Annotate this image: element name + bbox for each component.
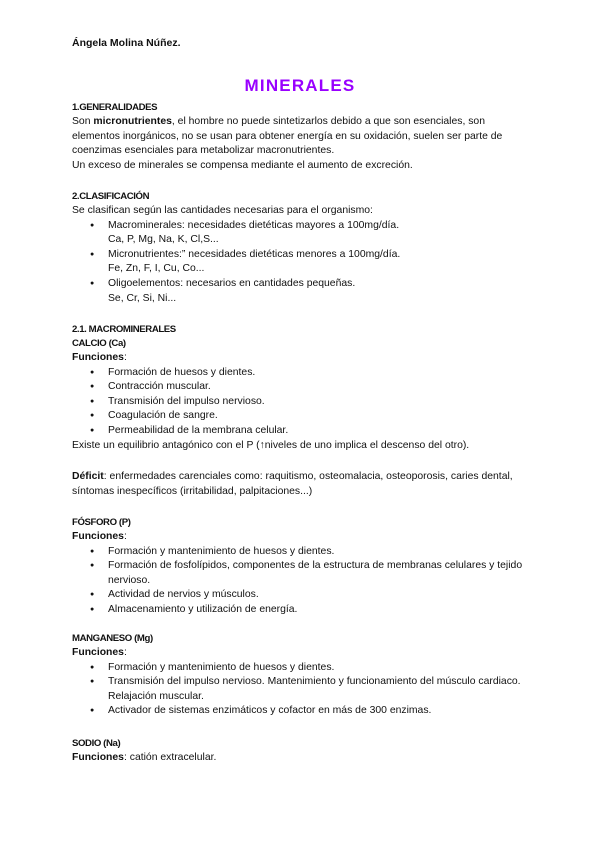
page-title: MINERALES bbox=[244, 76, 356, 95]
item-examples: Ca, P, Mg, Na, K, Cl,S... bbox=[108, 234, 219, 246]
item-text: ● Macrominerales: necesidades dietéticas mayores a 100mg/día. bbox=[108, 219, 400, 231]
list-item bbox=[108, 219, 532, 248]
list-item: ● Permeabilidad de la membrana celular. bbox=[108, 424, 532, 439]
item-text: ● Oligoelementos: necesarios en cantidades pequeñas. bbox=[108, 277, 356, 289]
funciones-label: Funciones: bbox=[72, 531, 127, 542]
list-item bbox=[108, 248, 532, 277]
deficit-label: Déficit bbox=[72, 471, 104, 482]
list-item: ● Formación de fosfolípidos, componentes de la estructura de membranas celulares y tejido nervioso. bbox=[108, 559, 532, 588]
list-item: ● Formación y mantenimiento de huesos y dientes. bbox=[108, 545, 532, 560]
funciones-label: Funciones: bbox=[72, 647, 127, 658]
funciones-label: Funciones: bbox=[72, 352, 127, 363]
classification-list bbox=[72, 219, 532, 307]
list-item: ● Activador de sistemas enzimáticos y cofactor en más de 300 enzimas. bbox=[108, 704, 532, 719]
section-heading: 2.CLASIFICACIÓN bbox=[72, 191, 150, 202]
calcio-deficit bbox=[72, 470, 532, 499]
item-examples: Fe, Zn, F, I, Cu, Co... bbox=[108, 263, 205, 275]
section-sodio bbox=[72, 737, 532, 766]
section-heading: 1.GENERALIDADES bbox=[72, 102, 158, 113]
label-text: Funciones bbox=[72, 752, 124, 763]
fosforo-functions-list bbox=[72, 545, 532, 618]
paragraph bbox=[72, 751, 532, 766]
text-run: , el hombre no puede sintetizarlos debido a que son esenciales, son elementos inorgánicos, no se usan para obtener energía en su oxidación, suelen ser parte de coenzimas esenciales para metabolizar macronutrientes. bbox=[72, 116, 503, 157]
list-item: ● Transmisión del impulso nervioso. bbox=[108, 395, 532, 410]
text-run: : enfermedades carenciales como: raquitismo, osteomalacia, osteoporosis, caries dental, síntomas inespecíficos (irritabilidad, palpitaciones...) bbox=[72, 471, 513, 497]
mineral-heading-fosforo: FÓSFORO (P) bbox=[72, 517, 131, 528]
item-text: ● Micronutrientes:” necesidades dietéticas menores a 100mg/día. bbox=[108, 248, 401, 260]
list-item: ● Actividad de nervios y músculos. bbox=[108, 588, 532, 603]
section-fosforo bbox=[72, 516, 532, 618]
list-item: ● Contracción muscular. bbox=[108, 380, 532, 395]
list-item: ● Formación de huesos y dientes. bbox=[108, 366, 532, 381]
magnesio-functions-list bbox=[72, 661, 532, 719]
section-generalidades bbox=[72, 101, 532, 173]
list-item: ● Almacenamiento y utilización de energía. bbox=[108, 603, 532, 618]
mineral-heading-magnesio: MANGANESO (Mg) bbox=[72, 633, 153, 644]
list-item: ● Transmisión del impulso nervioso. Mantenimiento y funcionamiento del músculo cardiaco. Relajación muscular. bbox=[108, 675, 532, 704]
list-item bbox=[108, 277, 532, 306]
section-macrominerales bbox=[72, 323, 532, 453]
label-text: Funciones bbox=[72, 352, 124, 363]
paragraph bbox=[72, 470, 532, 499]
text-run: Son bbox=[72, 116, 94, 127]
mineral-heading-calcio: CALCIO (Ca) bbox=[72, 338, 126, 349]
paragraph: Un exceso de minerales se compensa mediante el aumento de excreción. bbox=[72, 159, 413, 171]
item-examples: Se, Cr, Si, Ni... bbox=[108, 292, 177, 304]
label-text: Funciones bbox=[72, 531, 124, 542]
mineral-heading-sodio: SODIO (Na) bbox=[72, 738, 121, 749]
list-item: ● Formación y mantenimiento de huesos y dientes. bbox=[108, 661, 532, 676]
label-text: Funciones bbox=[72, 647, 124, 658]
list-item: ● Coagulación de sangre. bbox=[108, 409, 532, 424]
paragraph: Se clasifican según las cantidades necesarias para el organismo: bbox=[72, 205, 373, 216]
section-magnesio bbox=[72, 632, 532, 719]
paragraph bbox=[72, 115, 532, 159]
section-clasificacion bbox=[72, 190, 532, 306]
calcio-functions-list bbox=[72, 366, 532, 439]
text-run: : catión extracelular. bbox=[123, 752, 217, 763]
bold-term: micronutrientes bbox=[93, 116, 172, 127]
section-heading: 2.1. MACROMINERALES bbox=[72, 324, 176, 335]
calcio-note: Existe un equilibrio antagónico con el P (↑niveles de uno implica el descenso del otro). bbox=[72, 439, 470, 451]
author-name: Ángela Molina Núñez. bbox=[72, 37, 181, 49]
